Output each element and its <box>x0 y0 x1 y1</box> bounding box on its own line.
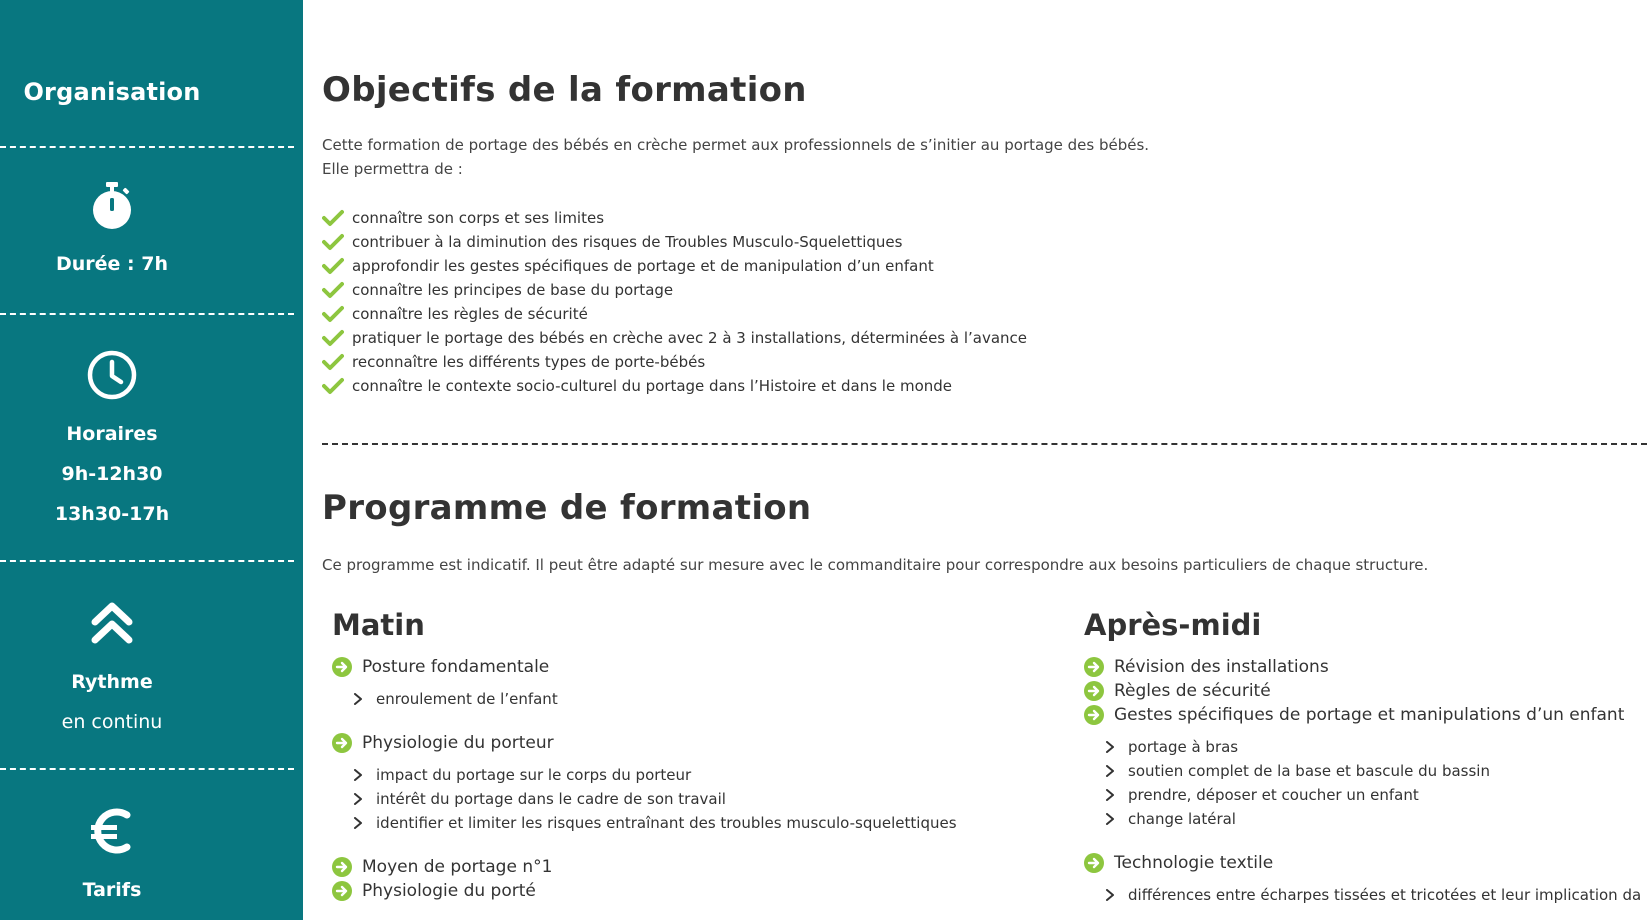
spacer <box>1084 839 1641 851</box>
program-topic <box>332 879 957 903</box>
clock-icon <box>87 350 137 400</box>
chevron-right-icon <box>352 817 364 829</box>
program-sub-text: enroulement de l’enfant <box>376 690 558 708</box>
check-icon <box>322 329 344 347</box>
objective-item <box>322 254 1027 278</box>
program-topic <box>332 655 957 679</box>
chevron-right-icon <box>1104 789 1116 801</box>
objective-item <box>322 302 1027 326</box>
sidebar-title: Organisation <box>23 78 201 106</box>
check-icon <box>322 209 344 227</box>
program-topic-label: Physiologie du porté <box>362 881 536 901</box>
program-sub-text: impact du portage sur le corps du porteur <box>376 766 692 784</box>
afternoon-title: Après-midi <box>1084 608 1262 642</box>
program-topic <box>1084 655 1641 679</box>
morning-title: Matin <box>332 608 425 642</box>
program-topic <box>332 731 957 755</box>
program-sub-item <box>1104 807 1641 831</box>
objective-text: reconnaître les différents types de porte-bébés <box>352 353 706 371</box>
check-icon <box>322 233 344 251</box>
program-sub-item <box>1104 759 1641 783</box>
objective-text: connaître les principes de base du portage <box>352 281 674 299</box>
objectives-intro <box>322 133 1149 181</box>
rhythm-label: Rythme <box>71 671 153 693</box>
arrow-circle-icon <box>1084 705 1104 725</box>
check-icon <box>322 377 344 395</box>
hours-block <box>0 350 224 534</box>
sidebar-divider <box>0 313 294 315</box>
sidebar-divider <box>0 768 294 770</box>
program-topic-label: Gestes spécifiques de portage et manipulations d’un enfant <box>1114 705 1625 725</box>
program-sub-text: différences entre écharpes tissées et tricotées et leur implication da <box>1128 886 1642 904</box>
program-topic <box>1084 703 1641 727</box>
section-divider <box>322 443 1647 445</box>
program-sub-list <box>1104 883 1641 907</box>
chevron-right-icon <box>352 793 364 805</box>
program-topic <box>1084 851 1641 875</box>
chevron-right-icon <box>352 693 364 705</box>
duration-block <box>0 180 224 284</box>
arrow-circle-icon <box>332 657 352 677</box>
rhythm-block <box>0 598 224 742</box>
morning-topics <box>332 655 957 903</box>
spacer <box>332 719 957 731</box>
program-topic <box>332 855 957 879</box>
objective-item <box>322 230 1027 254</box>
program-sub-text: identifier et limiter les risques entraînant des troubles musculo-squelettiques <box>376 814 957 832</box>
objective-item <box>322 374 1027 398</box>
check-icon <box>322 281 344 299</box>
objective-text: approfondir les gestes spécifiques de portage et de manipulation d’un enfant <box>352 257 934 275</box>
chevron-right-icon <box>1104 813 1116 825</box>
hours-afternoon: 13h30-17h <box>54 503 170 525</box>
chevron-right-icon <box>1104 889 1116 901</box>
afternoon-column <box>1084 605 1641 915</box>
main-content <box>322 0 1647 920</box>
euro-icon <box>87 806 137 856</box>
program-sub-item <box>352 787 957 811</box>
objective-item <box>322 326 1027 350</box>
program-sub-item <box>352 687 957 711</box>
program-sub-list <box>1104 735 1641 831</box>
stopwatch-icon <box>87 180 137 230</box>
chevron-right-icon <box>1104 765 1116 777</box>
program-sub-list <box>352 687 957 711</box>
check-icon <box>322 305 344 323</box>
duration-label: Durée : 7h <box>55 253 168 275</box>
objective-item <box>322 206 1027 230</box>
check-icon <box>322 353 344 371</box>
check-icon <box>322 257 344 275</box>
hours-label: Horaires <box>66 423 158 445</box>
objective-item <box>322 350 1027 374</box>
objective-text: connaître le contexte socio-culturel du portage dans l’Histoire et dans le monde <box>352 377 952 395</box>
chevron-right-icon <box>352 769 364 781</box>
spacer <box>332 843 957 855</box>
pricing-label: Tarifs <box>82 879 142 901</box>
objective-text: pratiquer le portage des bébés en crèche avec 2 à 3 installations, déterminées à l’avance <box>352 329 1028 347</box>
afternoon-topics <box>1084 655 1641 907</box>
program-topic-label: Technologie textile <box>1114 853 1274 873</box>
arrow-circle-icon <box>1084 681 1104 701</box>
morning-column <box>332 605 957 903</box>
program-sub-list <box>352 763 957 835</box>
program-topic <box>1084 679 1641 703</box>
hours-morning: 9h-12h30 <box>61 463 163 485</box>
program-topic-label: Moyen de portage n°1 <box>362 857 553 877</box>
arrow-circle-icon <box>332 881 352 901</box>
program-sub-text: intérêt du portage dans le cadre de son travail <box>376 790 726 808</box>
objectives-list <box>322 206 1027 398</box>
program-topic-label: Révision des installations <box>1114 657 1329 677</box>
rhythm-value: en continu <box>61 711 163 733</box>
sidebar-divider <box>0 560 294 562</box>
program-sub-text: portage à bras <box>1128 738 1239 756</box>
program-sub-item <box>1104 735 1641 759</box>
arrow-circle-icon <box>332 733 352 753</box>
program-topic-label: Physiologie du porteur <box>362 733 554 753</box>
objective-text: connaître les règles de sécurité <box>352 305 588 323</box>
pricing-block <box>0 806 224 910</box>
double-chevron-up-icon <box>87 598 137 648</box>
arrow-circle-icon <box>332 857 352 877</box>
objective-text: contribuer à la diminution des risques de Troubles Musculo-Squelettiques <box>352 233 903 251</box>
program-title: Programme de formation <box>322 488 812 528</box>
arrow-circle-icon <box>1084 657 1104 677</box>
program-sub-item <box>1104 883 1641 907</box>
objectives-intro-line: Elle permettra de : <box>322 160 463 178</box>
program-topic-label: Règles de sécurité <box>1114 681 1271 701</box>
program-sub-item <box>352 763 957 787</box>
objectives-intro-line: Cette formation de portage des bébés en crèche permet aux professionnels de s’initier au portage des bébés. <box>322 136 1150 154</box>
chevron-right-icon <box>1104 741 1116 753</box>
program-sub-text: change latéral <box>1128 810 1236 828</box>
program-sub-item <box>352 811 957 835</box>
objectives-title: Objectifs de la formation <box>322 70 807 110</box>
sidebar-divider <box>0 146 294 148</box>
program-topic-label: Posture fondamentale <box>362 657 550 677</box>
objective-text: connaître son corps et ses limites <box>352 209 605 227</box>
program-sub-text: soutien complet de la base et bascule du bassin <box>1128 762 1490 780</box>
program-sub-text: prendre, déposer et coucher un enfant <box>1128 786 1419 804</box>
program-intro: Ce programme est indicatif. Il peut être adapté sur mesure avec le commanditaire pour correspondre aux besoins particuliers de chaque structure. <box>322 556 1429 574</box>
program-sub-item <box>1104 783 1641 807</box>
objective-item <box>322 278 1027 302</box>
organisation-sidebar <box>0 0 303 920</box>
arrow-circle-icon <box>1084 853 1104 873</box>
